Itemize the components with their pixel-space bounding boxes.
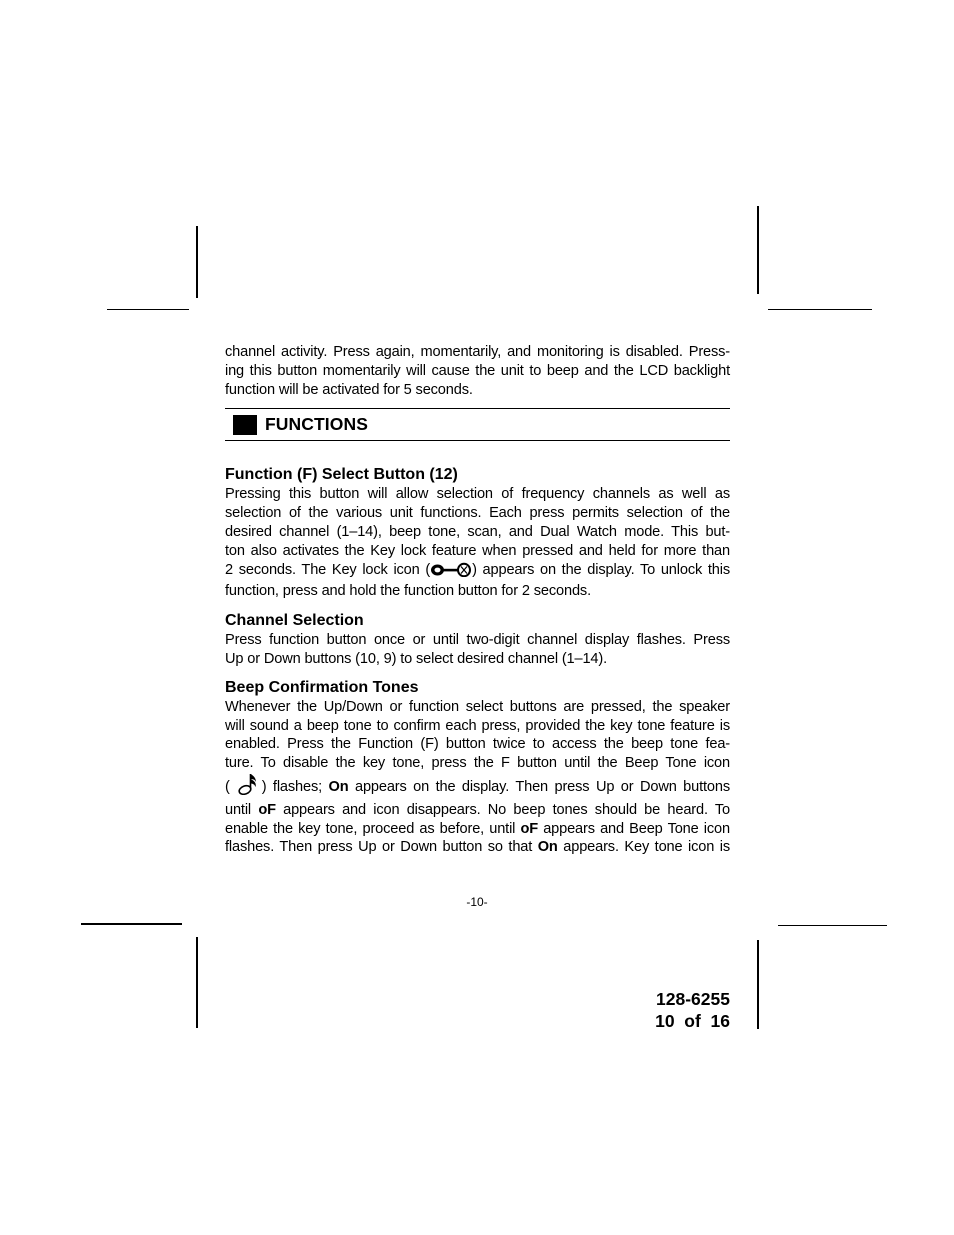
text-line: selection of the various unit functions. Each press permits selection of the (225, 505, 730, 522)
page-number: -10- (466, 895, 488, 909)
text-line: ton also activates the Key lock feature when pressed and held for more than (225, 542, 730, 559)
text-fragment: appears on the display. Then press Up or Down buttons (348, 778, 730, 795)
music-note-icon (236, 773, 262, 801)
text-fragment: ( (225, 778, 230, 795)
crop-mark (757, 940, 759, 1029)
crop-mark (757, 206, 759, 294)
text-fragment: enable the key tone, proceed as before, until (225, 820, 521, 837)
section-marker (233, 415, 257, 435)
crop-mark (196, 937, 198, 1028)
section-header (225, 408, 730, 441)
channel-selection-paragraph (225, 631, 730, 669)
page-body (225, 343, 730, 857)
text-line (225, 773, 730, 801)
crop-mark (196, 226, 198, 298)
text-fragment: flashes. Then press Up or Down button so that (225, 839, 538, 856)
emphasis-of: oF (258, 801, 276, 818)
text-fragment: appears and Beep Tone icon (538, 820, 730, 837)
text-line: desired channel (1–14), beep tone, scan, and Dual Watch mode. This but- (225, 523, 730, 540)
text-fragment: ) flashes; (261, 778, 329, 795)
text-line (225, 838, 730, 857)
text-fragment: appears and icon disappears. No beep tones should be heard. To (275, 801, 731, 818)
text-fragment: 2 seconds. The Key lock icon ( (225, 561, 431, 578)
text-line (225, 561, 730, 583)
crop-mark (778, 925, 887, 926)
key-lock-icon (430, 562, 472, 583)
text-line: ture. To disable the key tone, press the F button until the Beep Tone icon (225, 755, 730, 772)
text-fragment: appears. Key tone icon is (557, 839, 730, 856)
text-line: function, press and hold the function button for 2 seconds. (225, 583, 591, 600)
page-of: 10 of 16 (655, 1011, 730, 1031)
text-line: will sound a beep tone to confirm each press, provided the key tone feature is (225, 717, 730, 734)
text-line: ing this button momentarily will cause the unit to beep and the LCD backlight (225, 362, 730, 379)
doc-number: 128-6255 (656, 989, 730, 1009)
beep-tones-heading: Beep Confirmation Tones (225, 678, 419, 696)
function-select-paragraph (225, 485, 730, 601)
channel-selection-heading: Channel Selection (225, 612, 364, 630)
emphasis-of: oF (520, 820, 538, 837)
text-line (225, 801, 730, 820)
text-line: channel activity. Press again, momentarily, and monitoring is disabled. Press- (225, 344, 730, 360)
section-title: FUNCTIONS (265, 414, 368, 435)
text-line: Whenever the Up/Down or function select buttons are pressed, the speaker (225, 698, 730, 715)
crop-mark (107, 309, 189, 310)
text-line: enabled. Press the Function (F) button twice to access the beep tone fea- (225, 736, 730, 753)
text-line: Pressing this button will allow selection of frequency channels as well as (225, 486, 730, 503)
text-fragment: until (225, 801, 259, 818)
text-line: function will be activated for 5 seconds. (225, 381, 473, 398)
document-id (600, 988, 730, 1032)
intro-paragraph (225, 343, 730, 399)
function-select-heading: Function (F) Select Button (12) (225, 466, 458, 484)
beep-tones-paragraph (225, 698, 730, 857)
text-line: Press function button once or until two-digit channel display flashes. Press (225, 632, 730, 649)
text-line: Up or Down buttons (10, 9) to select desired channel (1–14). (225, 650, 608, 667)
crop-mark (768, 309, 872, 310)
emphasis-on: On (537, 839, 558, 856)
crop-mark (81, 923, 182, 925)
text-line (225, 820, 730, 839)
text-fragment: ) appears on the display. To unlock this (472, 561, 730, 578)
emphasis-on: On (328, 778, 349, 795)
